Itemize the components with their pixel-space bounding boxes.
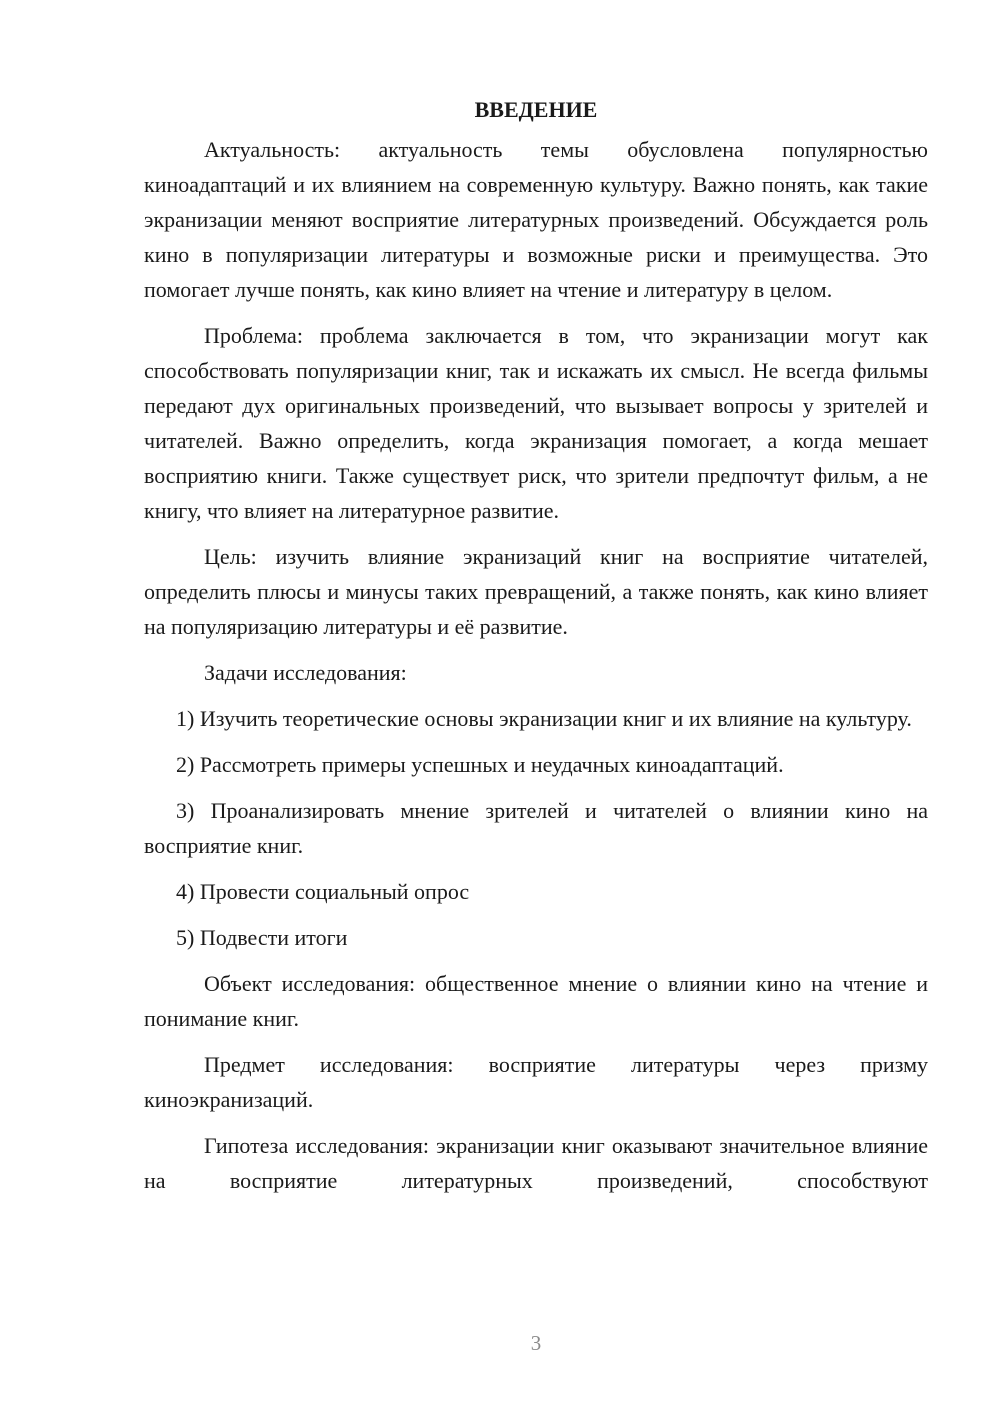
- object-paragraph: Объект исследования: общественное мнение о влиянии кино на чтение и понимание книг.: [144, 971, 928, 1031]
- task-item-5: 5) Подвести итоги: [176, 925, 348, 950]
- hypothesis-paragraph: Гипотеза исследования: экранизации книг оказывают значительное влияние на восприятие литературных произведений, способствуют: [144, 1133, 928, 1193]
- goal-paragraph: Цель: изучить влияние экранизаций книг на восприятие читателей, определить плюсы и минусы таких превращений, а также понять, как кино влияет на популяризацию литературы и её развитие.: [144, 544, 928, 639]
- relevance-paragraph: Актуальность: актуальность темы обусловлена популярностью киноадаптаций и их влиянием на современную культуру. Важно понять, как такие экранизации меняют восприятие литературных произведений. Обсуждается роль кино в популяризации литературы и возможные риски и преимущества. Это помогает лучше понять, как кино влияет на чтение и литературу в целом.: [144, 137, 928, 302]
- task-item-4: 4) Провести социальный опрос: [176, 879, 470, 904]
- tasks-heading: Задачи исследования:: [204, 660, 407, 685]
- task-item-3: 3) Проанализировать мнение зрителей и читателей о влиянии кино на восприятие книг.: [144, 798, 928, 858]
- task-item-2: 2) Рассмотреть примеры успешных и неудачных киноадаптаций.: [176, 752, 784, 777]
- task-item-1: 1) Изучить теоретические основы экранизации книг и их влияние на культуру.: [176, 706, 912, 731]
- problem-paragraph: Проблема: проблема заключается в том, что экранизации могут как способствовать популяризации книг, так и искажать их смысл. Не всегда фильмы передают дух оригинальных произведений, что вызывает вопросы у зрителей и читателей. Важно определить, когда экранизация помогает, а когда мешает восприятию книги. Также существует риск, что зрители предпочтут фильм, а не книгу, что влияет на литературное развитие.: [144, 323, 928, 523]
- document-body: [144, 90, 928, 1198]
- subject-paragraph: Предмет исследования: восприятие литературы через призму киноэкранизаций.: [144, 1052, 928, 1112]
- section-title: ВВЕДЕНИЕ: [474, 97, 598, 122]
- page-number: 3: [530, 1331, 542, 1355]
